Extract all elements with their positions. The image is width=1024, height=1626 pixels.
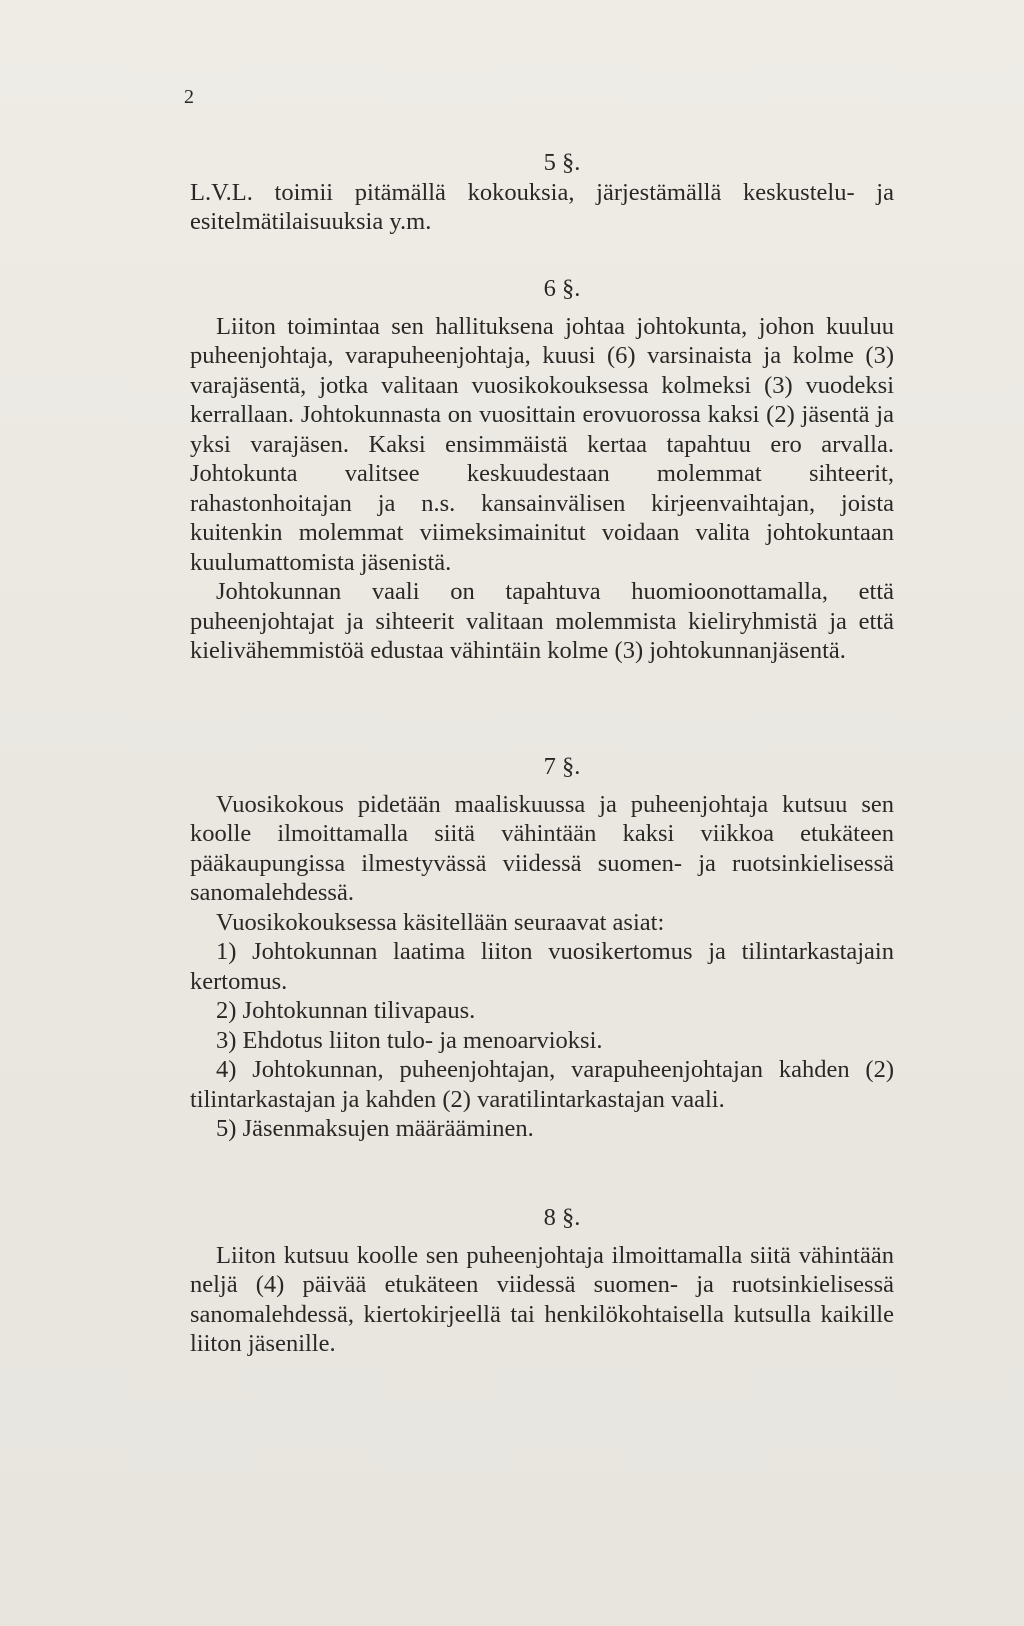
- section-6-heading: 6 §.: [543, 275, 581, 302]
- section-6-paragraph-2: Johtokunnan vaali on tapahtuva huomioonottamalla, että puheenjohtajat ja sihteerit valitaan molemmista kieliryhmistä ja että kielivähemmistöä edustaa vähintäin kolme (3) johtokunnanjäsentä.: [190, 578, 894, 664]
- section-5: [190, 148, 894, 237]
- section-8-paragraph-1: Liiton kutsuu koolle sen puheenjohtaja ilmoittamalla siitä vähintään neljä (4) päivää etukäteen viidessä suomen- ja ruotsinkielisessä sanomalehdessä, kiertokirjeellä tai henkilökohtaisella kutsulla kaikille liiton jäsenille.: [190, 1241, 894, 1357]
- section-6: [190, 274, 894, 666]
- section-7: [190, 752, 894, 1144]
- page-number: 2: [184, 86, 194, 108]
- section-7-item-2: 2) Johtokunnan tilivapaus.: [216, 997, 476, 1024]
- section-7-paragraph-2: Vuosikokouksessa käsitellään seuraavat asiat:: [216, 908, 665, 936]
- section-6-paragraph-1: Liiton toimintaa sen hallituksena johtaa johtokunta, johon kuuluu puheenjohtaja, varapuheenjohtaja, kuusi (6) varsinaista ja kolme (3) varajäsentä, jotka valitaan vuosikokouksessa kolmeksi (3) vuodeksi kerrallaan. Johtokunnasta on vuosittain erovuorossa kaksi (2) jäsentä ja yksi varajäsen. Kaksi ensimmäistä kertaa tapahtuu ero arvalla. Johtokunta valitsee keskuudestaan molemmat sihteerit, rahastonhoitajan ja n.s. kansainvälisen kirjeenvaihtajan, joista kuitenkin molemmat viimeksimainitut voidaan valita johtokuntaan kuulumattomista jäsenistä.: [190, 312, 894, 576]
- section-7-item-4: 4) Johtokunnan, puheenjohtajan, varapuheenjohtajan kahden (2) tilintarkastajan ja kahden (2) varatilintarkastajan vaali.: [190, 1056, 894, 1113]
- section-5-paragraph-1: L.V.L. toimii pitämällä kokouksia, järjestämällä keskustelu- ja esitelmätilaisuuksia y.m.: [190, 178, 894, 235]
- section-7-item-1: 1) Johtokunnan laatima liiton vuosikertomus ja tilintarkastajain kertomus.: [190, 938, 894, 995]
- section-5-heading: 5 §.: [543, 149, 581, 176]
- section-8-heading: 8 §.: [543, 1204, 581, 1231]
- section-7-paragraph-1: Vuosikokous pidetään maaliskuussa ja puheenjohtaja kutsuu sen koolle ilmoittamalla siitä vähintään kaksi viikkoa etukäteen pääkaupungissa ilmestyvässä viidessä suomen- ja ruotsinkielisessä sanomalehdessä.: [190, 790, 894, 906]
- section-7-item-5: 5) Jäsenmaksujen määrääminen.: [216, 1115, 534, 1142]
- section-7-item-3: 3) Ehdotus liiton tulo- ja menoarvioksi.: [216, 1026, 603, 1054]
- section-7-heading: 7 §.: [543, 753, 581, 780]
- section-8: [190, 1203, 894, 1359]
